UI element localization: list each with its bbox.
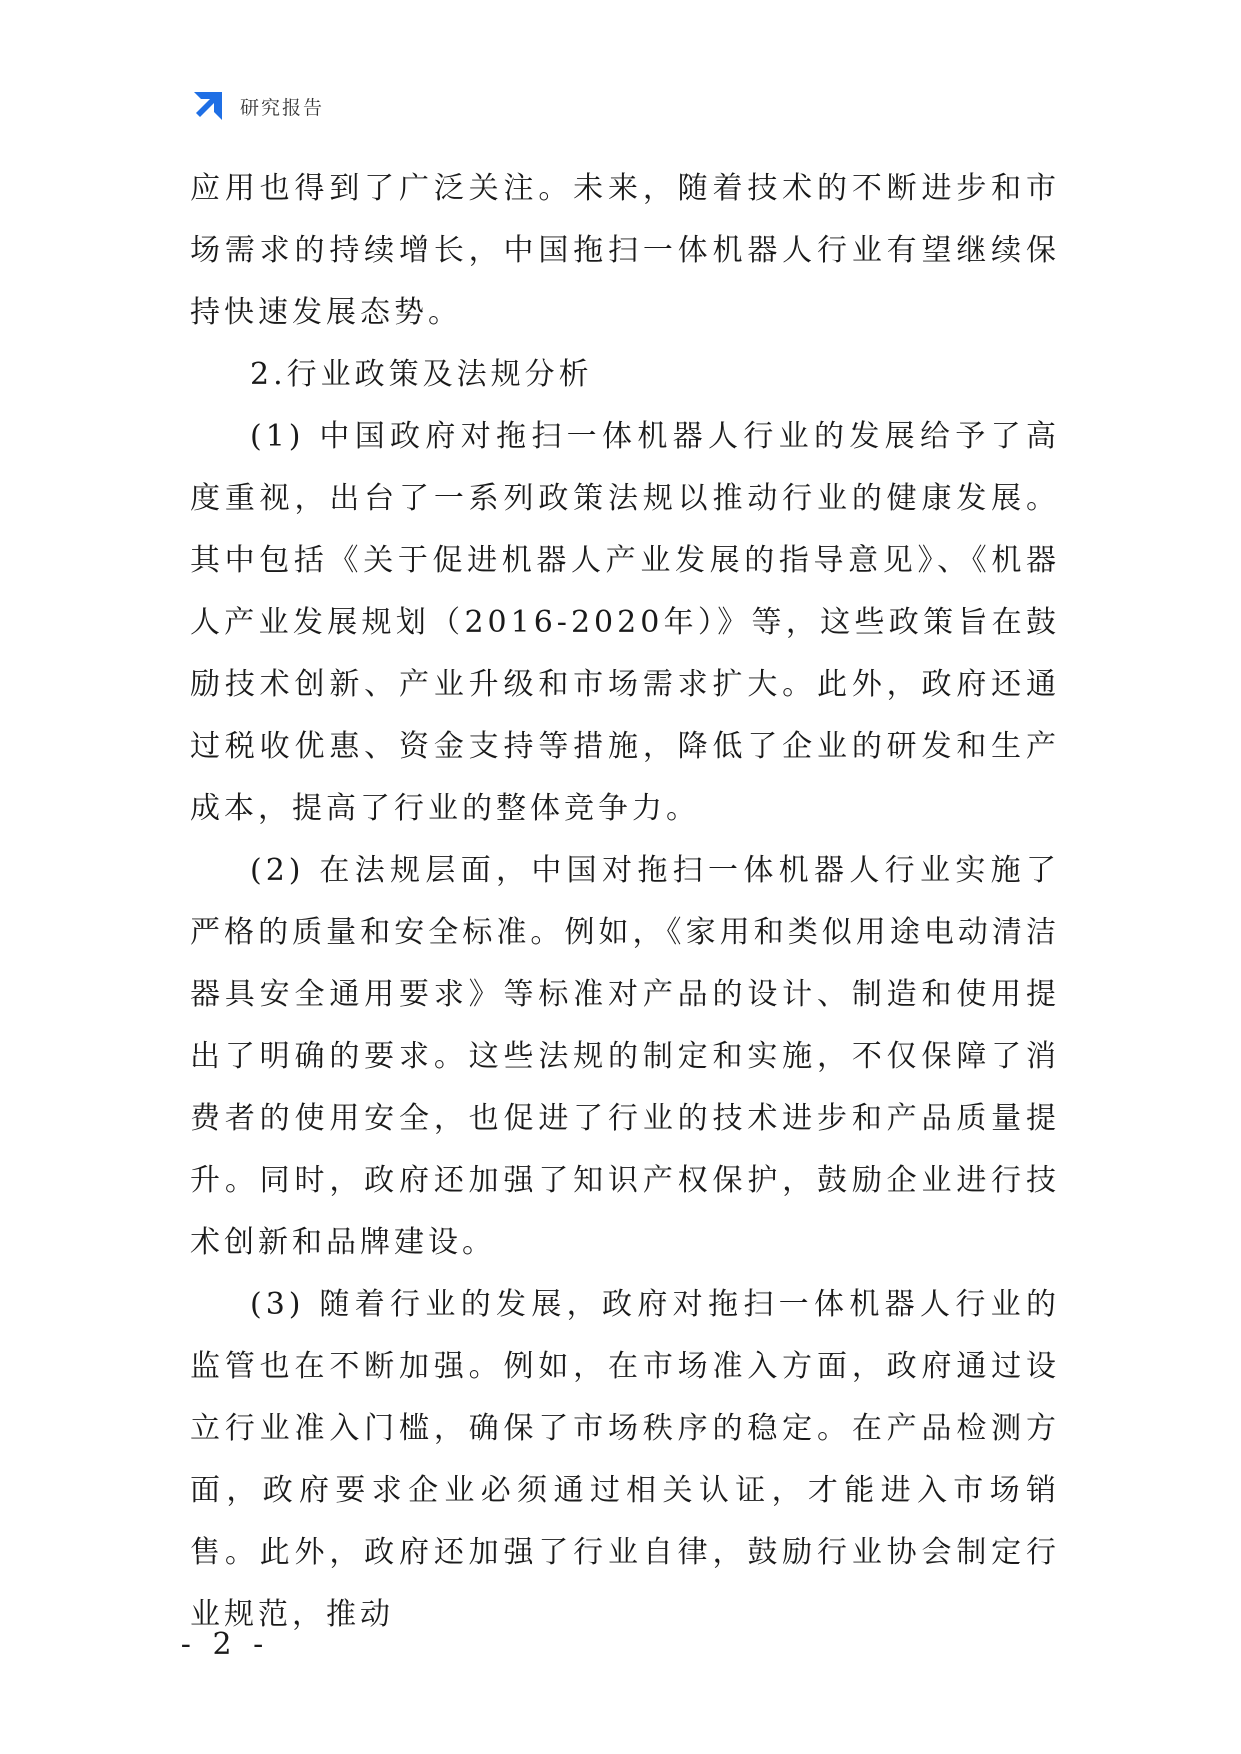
- document-body: [190, 158, 1060, 1646]
- page-number: - 2 -: [180, 1627, 270, 1662]
- header-label: 研究报告: [240, 96, 325, 119]
- section-heading: 2.行业政策及法规分析: [250, 357, 593, 392]
- paragraph-2: (2) 在法规层面，中国对拖扫一体机器人行业实施了严格的质量和安全标准。例如，《家用和类似用途电动清洁器具安全通用要求》等标准对产品的设计、制造和使用提出了明确的要求。这些法规的制定和实施，不仅保障了消费者的使用安全，也促进了行业的技术进步和产品质量提升。同时，政府还加强了知识产权保护，鼓励企业进行技术创新和品牌建设。: [190, 853, 1060, 1260]
- continuation-paragraph: 应用也得到了广泛关注。未来，随着技术的不断进步和市场需求的持续增长，中国拖扫一体机器人行业有望继续保持快速发展态势。: [190, 171, 1060, 330]
- page-header: [190, 88, 324, 124]
- paragraph-3: (3) 随着行业的发展，政府对拖扫一体机器人行业的监管也在不断加强。例如，在市场准入方面，政府通过设立行业准入门槛，确保了市场秩序的稳定。在产品检测方面，政府要求企业必须通过相关认证，才能进入市场销售。此外，政府还加强了行业自律，鼓励行业协会制定行业规范，推动: [190, 1287, 1060, 1632]
- paragraph-1: (1) 中国政府对拖扫一体机器人行业的发展给予了高度重视，出台了一系列政策法规以推动行业的健康发展。其中包括《关于促进机器人产业发展的指导意见》、《机器人产业发展规划（2016-2020年）》等，这些政策旨在鼓励技术创新、产业升级和市场需求扩大。此外，政府还通过税收优惠、资金支持等措施，降低了企业的研发和生产成本，提高了行业的整体竞争力。: [190, 419, 1060, 826]
- brand-logo-icon: [190, 88, 226, 124]
